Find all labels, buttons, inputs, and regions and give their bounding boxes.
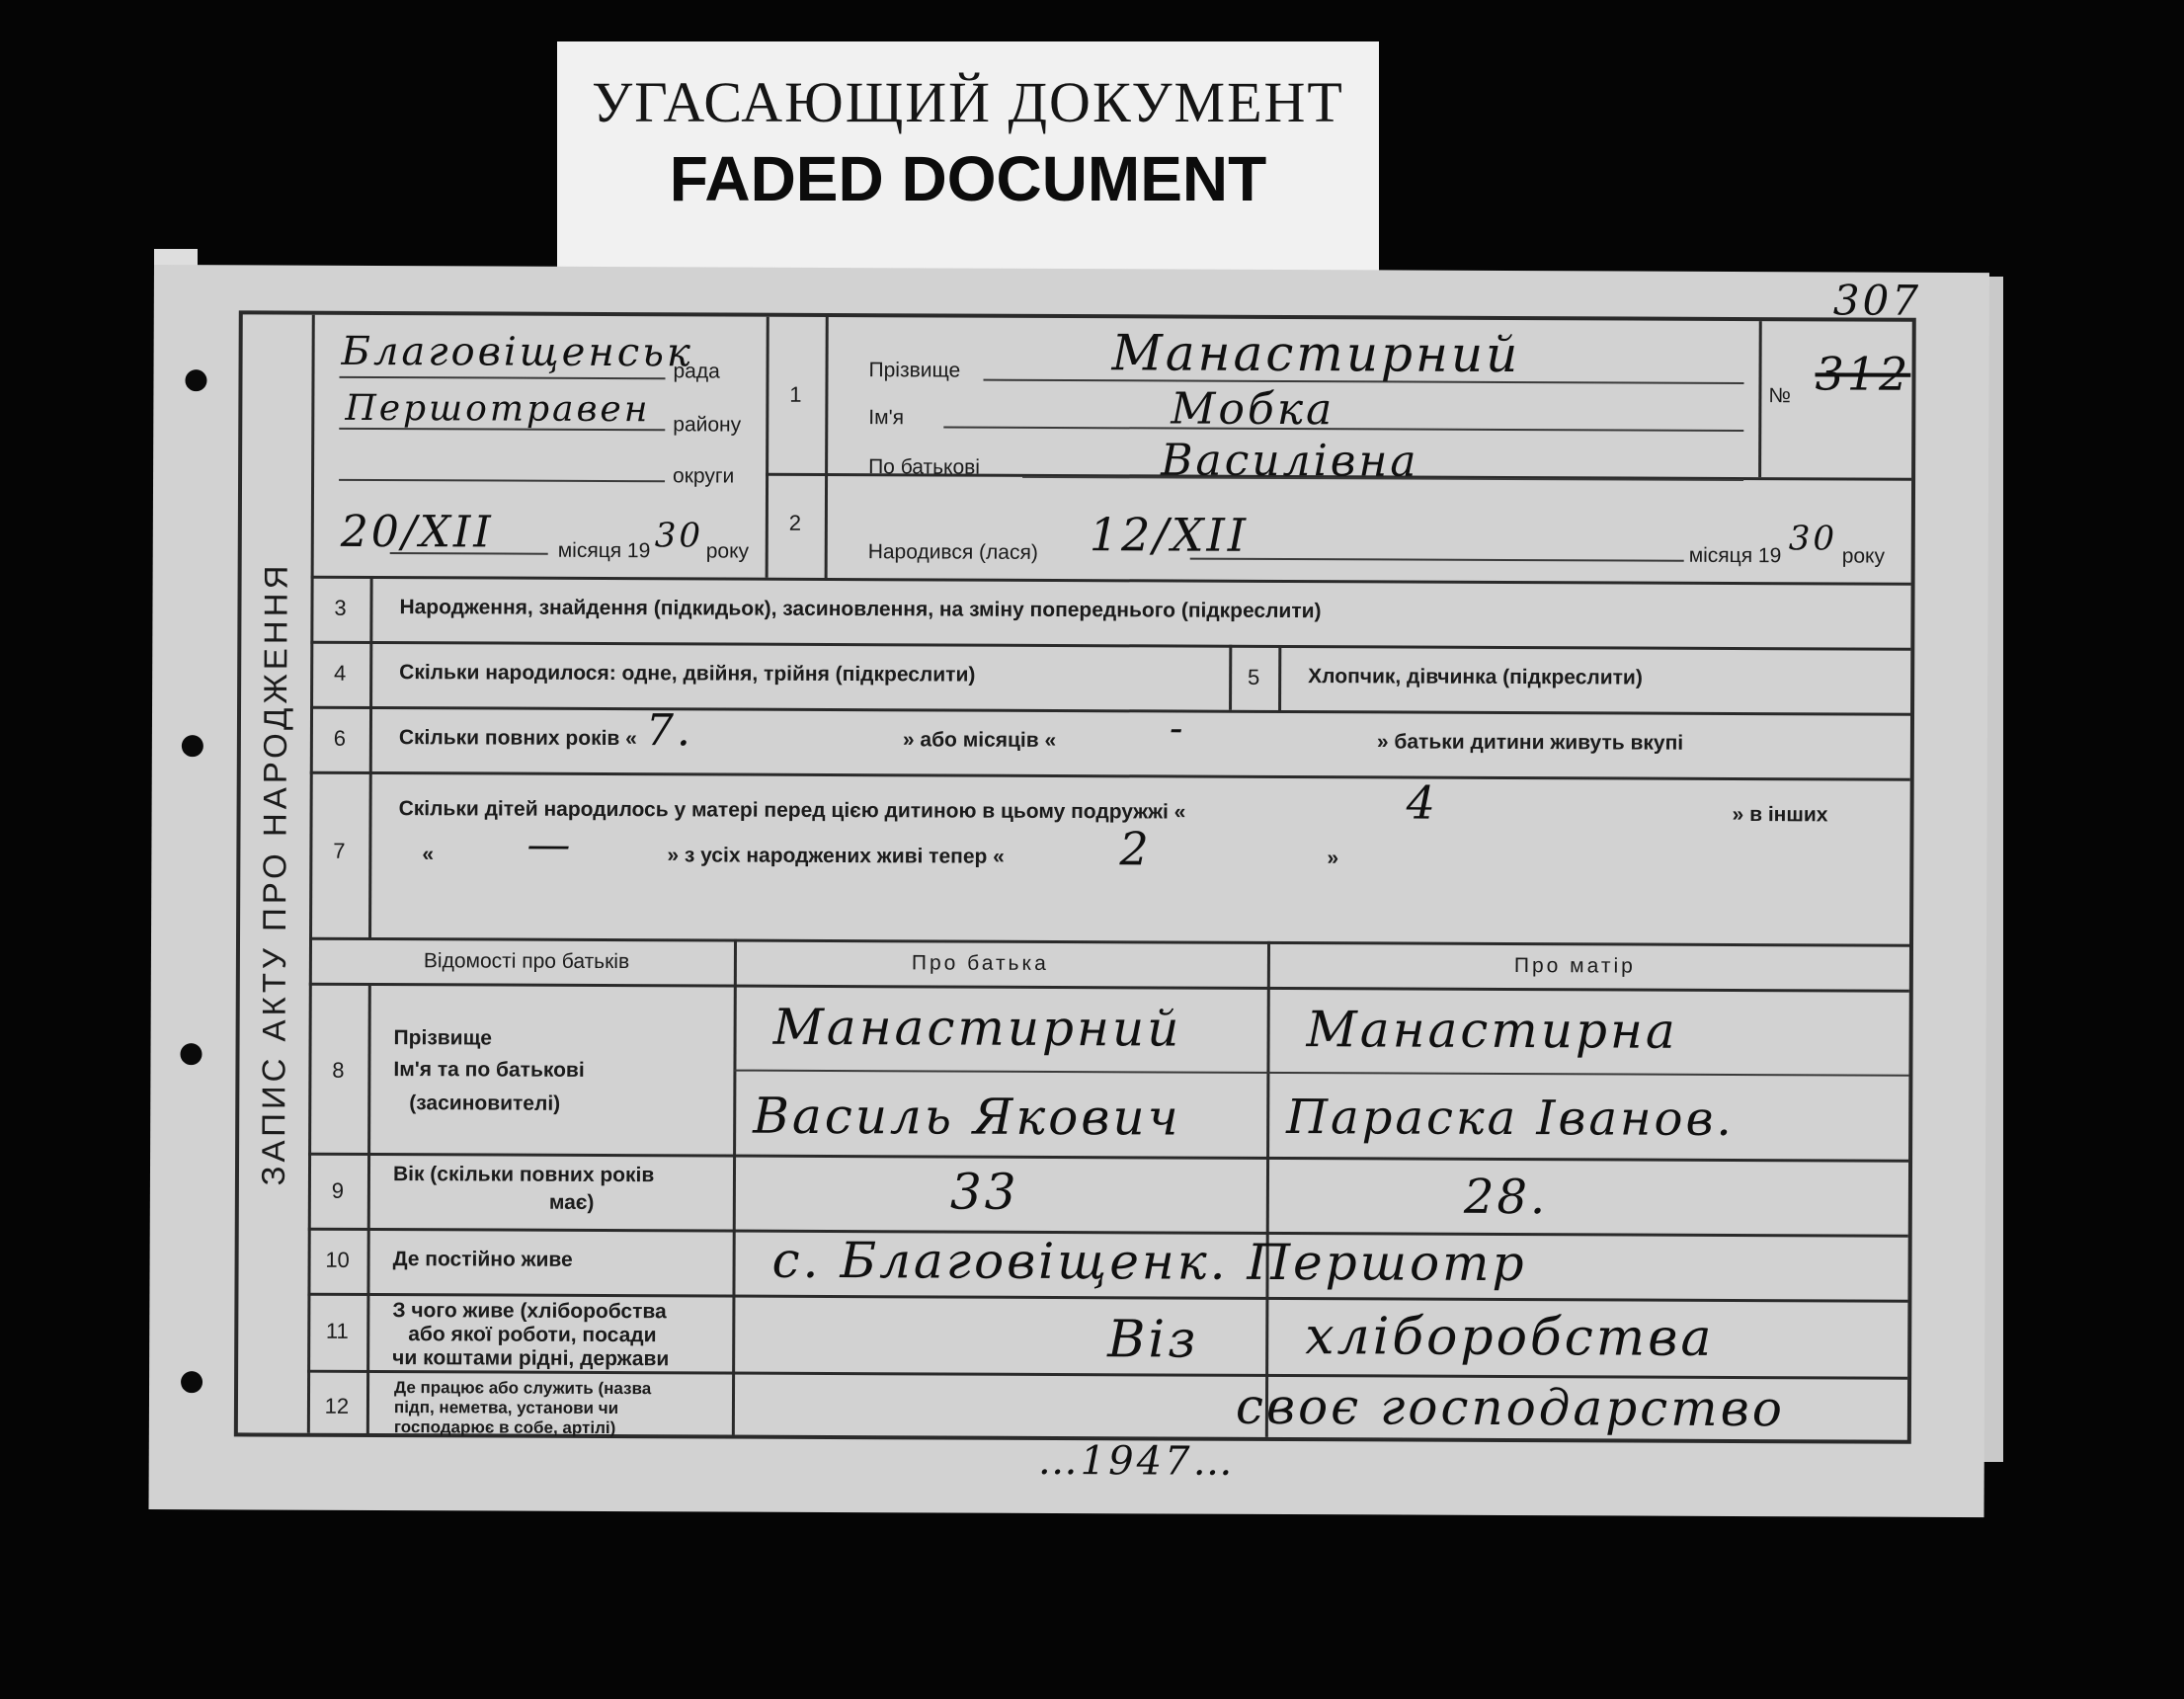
vertical-title-text: ЗАПИС АКТУ ПРО НАРОДЖЕННЯ	[254, 561, 294, 1186]
birth-month-year-label: місяця 19	[1688, 543, 1782, 568]
punch-hole	[181, 1371, 202, 1393]
hw-children-alive: 2	[1119, 822, 1152, 876]
divider	[310, 771, 1910, 781]
punch-hole	[185, 369, 206, 391]
row12-line3: господарює в собе, артілі)	[393, 1417, 616, 1438]
hw-occupation: хліборобства	[1305, 1307, 1715, 1368]
divider	[308, 1153, 1908, 1163]
hw-residence: с. Благовіщенк. Першотр	[771, 1231, 1527, 1293]
row3-text: Народження, знайдення (підкидьок), засиновлення, на зміну попереднього (підкреслити)	[399, 596, 1322, 623]
row-number-4: 4	[334, 660, 347, 686]
hw-mother-name: Параска Іванов.	[1286, 1090, 1735, 1147]
hw-name: Мобка	[1171, 383, 1335, 436]
row-number-10: 10	[325, 1247, 350, 1272]
row8-line1: Прізвище	[393, 1026, 493, 1050]
stamp-text-en: FADED DOCUMENT	[669, 143, 1267, 214]
row4-text: Скільки народилося: одне, двійня, трійня (підкреслити)	[399, 661, 976, 687]
hw-occupation-father: Віз	[1107, 1310, 1199, 1370]
stamp-text-ru: УГАСАЮЩИЙ ДОКУМЕНТ	[592, 70, 1344, 134]
divider	[368, 576, 373, 937]
row7-text-a: Скільки дітей народилось у матері перед цією дитиною в цьому подружжі «	[398, 797, 1186, 824]
row6-text-c: » батьки дитини живуть вкупі	[1376, 730, 1684, 755]
hw-years-together: 7.	[645, 705, 694, 757]
hw-months-together: -	[1169, 705, 1186, 752]
divider	[1265, 941, 1270, 1437]
row-number-9: 9	[331, 1177, 345, 1203]
year-suffix: року	[705, 539, 750, 563]
row7-text-c: «	[422, 843, 435, 866]
divider	[366, 983, 371, 1433]
rada-label: рада	[673, 360, 720, 383]
row-number-8: 8	[332, 1057, 345, 1083]
hw-bottom-note: …1947…	[1037, 1437, 1236, 1485]
underline	[943, 426, 1743, 432]
row7-text-e: »	[1327, 847, 1339, 870]
underline	[340, 376, 666, 379]
okrug-label: округи	[673, 464, 735, 488]
raion-label: району	[673, 413, 742, 437]
row5-text: Хлопчик, дівчинка (підкреслити)	[1308, 665, 1643, 689]
divider	[1758, 321, 1762, 477]
divider	[825, 317, 829, 578]
row12-line2: підп, неметва, установи чи	[393, 1398, 619, 1418]
row7-text-b: » в інших	[1732, 802, 1828, 827]
row10-text: Де постійно живе	[392, 1248, 573, 1271]
vertical-title	[238, 314, 315, 1432]
hw-mother-age: 28.	[1463, 1169, 1549, 1226]
parents-col-father: Про батька	[911, 951, 1049, 975]
hw-father-age: 33	[949, 1163, 1019, 1221]
row-number-2: 2	[788, 510, 802, 535]
divider	[311, 576, 1911, 586]
row7-text-d: » з усіх народжених живі тепер «	[667, 844, 1005, 868]
parents-col-mother: Про матір	[1513, 954, 1636, 978]
hw-mother-surname: Манастирна	[1306, 1001, 1678, 1060]
month-year-label: місяця 19	[557, 538, 651, 563]
row11-line3: чи коштами рідні, держави	[392, 1346, 670, 1371]
row-number-12: 12	[324, 1393, 350, 1418]
divider	[766, 317, 769, 578]
row6-text-a: Скільки повних років «	[398, 726, 637, 751]
underline	[339, 479, 665, 482]
parents-col-info: Відомості про батьків	[423, 949, 630, 974]
row-number-11: 11	[325, 1318, 349, 1343]
hw-rada: Благовіщенськ	[341, 328, 693, 376]
hw-patronymic: Василівна	[1161, 435, 1419, 487]
hw-birth-year: 30	[1788, 519, 1838, 559]
row-number-5: 5	[1248, 664, 1260, 689]
hw-number: 312	[1815, 347, 1911, 401]
punch-hole	[182, 735, 203, 757]
underline	[1190, 558, 1684, 562]
hw-birth-date: 12/XII	[1089, 508, 1250, 562]
row8-line3: (засиновителі)	[409, 1092, 561, 1115]
hw-year: 30	[654, 516, 704, 556]
form-frame	[234, 276, 1922, 1443]
row11-line2: або якої роботи, посади	[408, 1323, 657, 1347]
number-label: №	[1768, 384, 1792, 408]
hw-raion: Першотравен	[345, 387, 651, 431]
divider	[309, 937, 1909, 947]
hw-children-other: —	[526, 819, 574, 870]
row9-line2: має)	[548, 1190, 595, 1214]
divider	[309, 983, 1909, 993]
divider	[310, 641, 1910, 651]
birth-year-suffix: року	[1841, 544, 1886, 568]
row-number-3: 3	[334, 595, 347, 620]
faded-document-stamp	[557, 41, 1379, 279]
row-number-6: 6	[333, 725, 347, 751]
row9-line1: Вік (скільки повних років	[392, 1163, 655, 1187]
divider	[1278, 645, 1281, 710]
row-number-1: 1	[789, 381, 802, 407]
name-label: Ім'я	[868, 406, 905, 430]
divider	[310, 706, 1910, 716]
hw-number-top: 307	[1832, 276, 1922, 325]
row11-line1: З чого живе (хліборобства	[392, 1299, 667, 1324]
birth-label: Народився (лася)	[867, 540, 1038, 564]
hw-father-surname: Манастирний	[772, 998, 1182, 1058]
row-number-7: 7	[333, 838, 346, 863]
birth-record-sheet	[149, 265, 1989, 1517]
surname-label: Прізвище	[868, 359, 961, 382]
underline	[733, 1070, 1908, 1077]
row8-line2: Ім'я та по батькові	[393, 1058, 585, 1082]
hw-father-name: Василь Якович	[753, 1087, 1181, 1147]
hw-day: 20/XII	[340, 506, 494, 558]
hw-surname: Манастирний	[1111, 324, 1521, 384]
hw-workplace: своє господарство	[1235, 1377, 1786, 1438]
row12-line1: Де працює або служить (назва	[394, 1378, 652, 1399]
divider	[732, 939, 737, 1435]
punch-hole	[180, 1043, 202, 1065]
patronymic-label: По батькові	[868, 455, 981, 479]
hw-children-before: 4	[1406, 775, 1439, 830]
row6-text-b: » або місяців «	[902, 728, 1057, 752]
